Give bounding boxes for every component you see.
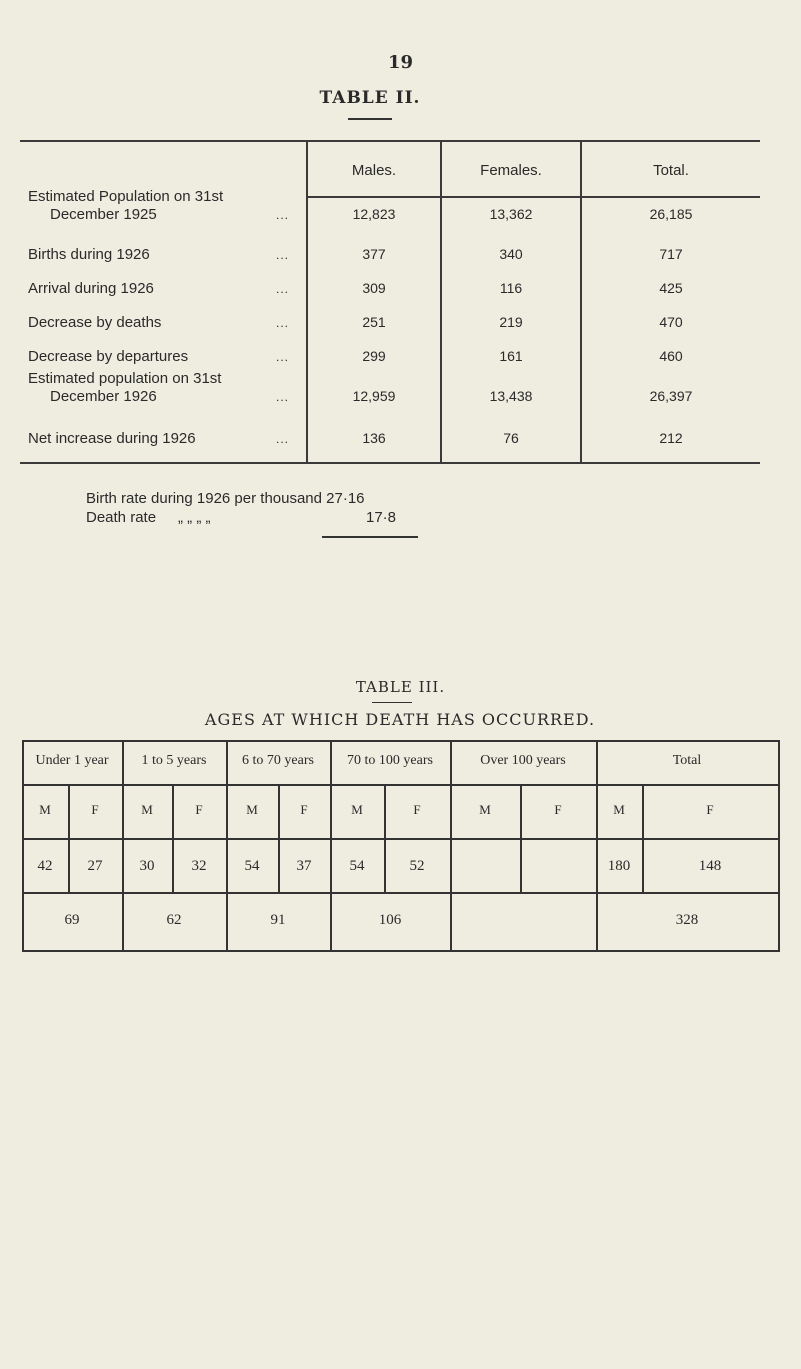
- death-count-cell: 148: [698, 858, 722, 874]
- row-label: December 1926: [50, 388, 157, 405]
- cell-total: 26,397: [649, 388, 693, 404]
- sex-header: M: [479, 802, 491, 817]
- group-total-cell: 91: [270, 912, 286, 928]
- sex-header: M: [246, 802, 258, 817]
- cell-total: 717: [659, 246, 683, 262]
- header-males: Males.: [351, 162, 397, 179]
- cell-males: 12,823: [352, 206, 396, 222]
- table3-subtitle: AGES AT WHICH DEATH HAS OCCURRED.: [204, 710, 596, 729]
- death-rate-value: 17·8: [366, 509, 397, 526]
- row-leader-dots: ...: [276, 350, 290, 364]
- row-label: Net increase during 1926: [28, 430, 196, 447]
- sex-header: F: [413, 802, 421, 817]
- sex-header: M: [141, 802, 153, 817]
- cell-females: 13,438: [489, 388, 533, 404]
- death-count-cell: 54: [349, 858, 365, 874]
- table3-hline: [22, 784, 778, 786]
- row-label: Estimated population on 31st: [28, 370, 222, 387]
- header-total: Total.: [653, 162, 689, 179]
- cell-males: 299: [362, 348, 386, 364]
- sex-header: M: [39, 802, 51, 817]
- age-group-header: Under 1 year: [35, 753, 109, 768]
- table2-header-rule: [306, 196, 760, 198]
- table3-group-vline: [778, 740, 780, 952]
- cell-males: 12,959: [352, 388, 396, 404]
- cell-females: 116: [499, 280, 523, 296]
- sex-header: F: [706, 802, 714, 817]
- death-count-cell: 42: [37, 858, 53, 874]
- row-label: December 1925: [50, 206, 157, 223]
- cell-females: 340: [499, 246, 523, 262]
- cell-females: 219: [499, 314, 523, 330]
- table3-sub-vline: [172, 784, 174, 892]
- cell-females: 161: [499, 348, 523, 364]
- death-count-cell: 52: [409, 858, 425, 874]
- row-leader-dots: ...: [276, 282, 290, 296]
- cell-males: 136: [362, 430, 386, 446]
- table2-col-divider: [440, 140, 442, 464]
- death-count-cell: 180: [607, 858, 631, 874]
- cell-total: 460: [659, 348, 683, 364]
- table2-col-divider: [306, 140, 308, 464]
- cell-total: 26,185: [649, 206, 693, 222]
- death-count-cell: 37: [296, 858, 312, 874]
- group-total-cell: 69: [64, 912, 80, 928]
- cell-total: 470: [659, 314, 683, 330]
- row-label: Births during 1926: [28, 246, 150, 263]
- group-total-cell: 62: [166, 912, 182, 928]
- row-label: Decrease by departures: [28, 348, 189, 365]
- sex-header: F: [195, 802, 203, 817]
- table3-hline: [22, 950, 778, 952]
- age-group-header: 6 to 70 years: [242, 753, 314, 768]
- age-group-header: 1 to 5 years: [141, 753, 207, 768]
- birth-rate: Birth rate during 1926 per thousand 27·16: [86, 490, 365, 507]
- row-label: Estimated Population on 31st: [28, 188, 224, 205]
- group-total-cell: 106: [378, 912, 402, 928]
- age-group-header: Over 100 years: [480, 753, 566, 768]
- sex-header: F: [554, 802, 562, 817]
- row-leader-dots: ...: [276, 316, 290, 330]
- death-count-cell: 27: [87, 858, 103, 874]
- row-leader-dots: ...: [276, 208, 290, 222]
- death-count-cell: 32: [191, 858, 207, 874]
- table3-title: TABLE III.: [355, 678, 446, 696]
- table3-hline: [22, 838, 778, 840]
- table3-sub-vline: [384, 784, 386, 892]
- table2-col-divider: [580, 140, 582, 464]
- table3-hline: [22, 892, 778, 894]
- cell-females: 13,362: [489, 206, 533, 222]
- row-leader-dots: ...: [276, 390, 290, 404]
- rates-underline: [322, 536, 418, 538]
- group-total-cell: 328: [675, 912, 699, 928]
- table3-sub-vline: [520, 784, 522, 892]
- table3-sub-vline: [278, 784, 280, 892]
- table3-group-vline: [450, 740, 452, 952]
- table3-sub-vline: [642, 784, 644, 892]
- sex-header: M: [613, 802, 625, 817]
- table3-title-underline: [372, 702, 412, 703]
- header-females: Females.: [480, 162, 542, 179]
- page-number: 19: [387, 52, 414, 73]
- sex-header: F: [91, 802, 99, 817]
- row-leader-dots: ...: [276, 432, 290, 446]
- death-count-cell: 30: [139, 858, 155, 874]
- row-leader-dots: ...: [276, 248, 290, 262]
- cell-total: 212: [659, 430, 683, 446]
- cell-total: 425: [659, 280, 683, 296]
- age-group-header: 70 to 100 years: [347, 753, 433, 768]
- cell-females: 76: [503, 430, 519, 446]
- table2-bottom-border: [20, 462, 760, 464]
- table2-top-border: [20, 140, 760, 142]
- death-rate-label: Death rate: [86, 509, 157, 526]
- row-label: Arrival during 1926: [28, 280, 154, 297]
- row-label: Decrease by deaths: [28, 314, 162, 331]
- table3-sub-vline: [68, 784, 70, 892]
- table3-hline: [22, 740, 778, 742]
- age-group-header: Total: [672, 753, 702, 768]
- sex-header: M: [351, 802, 363, 817]
- cell-males: 251: [362, 314, 386, 330]
- title-underline: [348, 118, 392, 120]
- cell-males: 377: [362, 246, 386, 262]
- death-count-cell: 54: [244, 858, 260, 874]
- cell-males: 309: [362, 280, 386, 296]
- sex-header: F: [300, 802, 308, 817]
- death-rate-ditto: „ „ „ „: [178, 509, 211, 526]
- table2-title: TABLE II.: [319, 88, 421, 108]
